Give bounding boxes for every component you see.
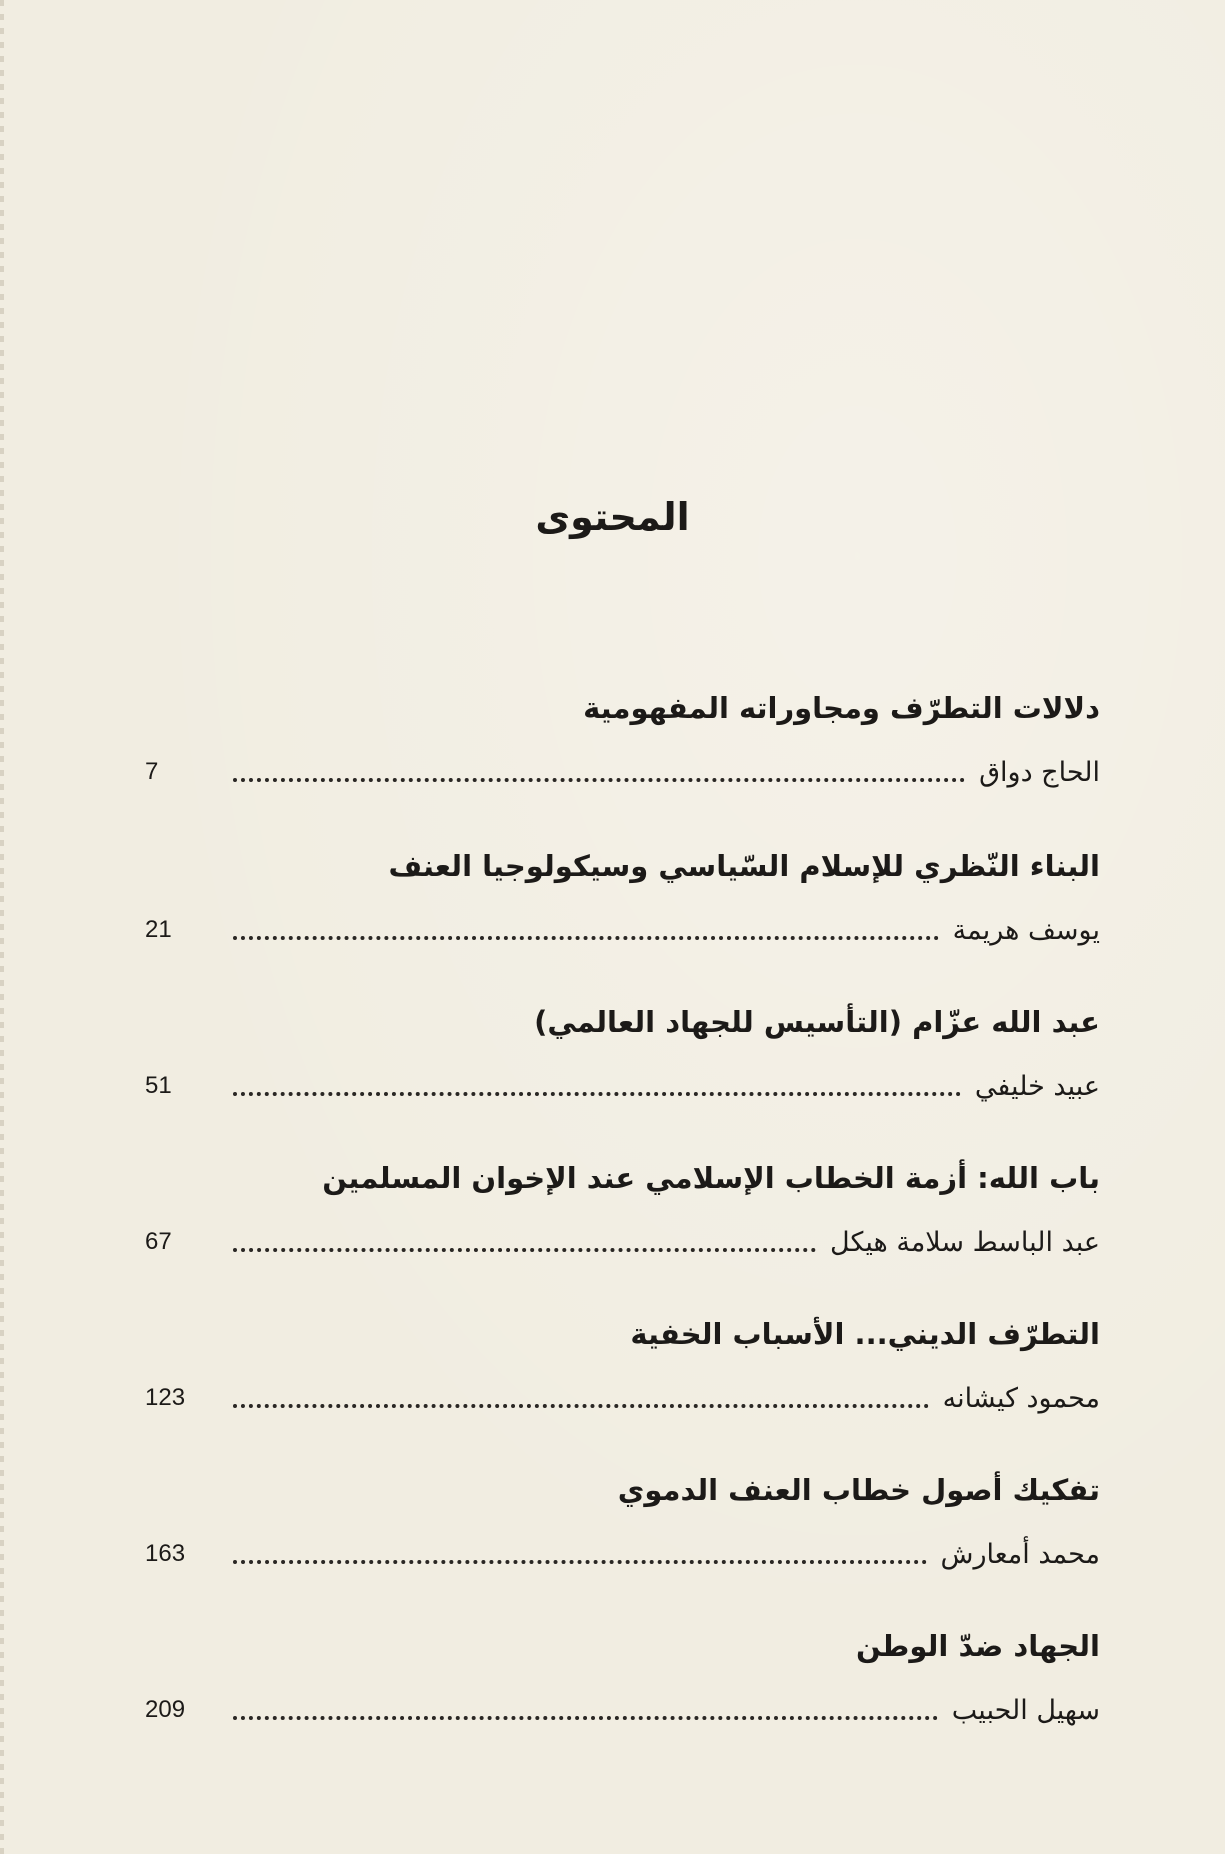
toc-entry	[135, 844, 1100, 950]
entry-line	[135, 752, 1100, 792]
entry-line	[135, 1222, 1100, 1262]
dot-leader	[233, 1244, 816, 1252]
chapter-author: محمود كيشانه	[942, 1382, 1100, 1414]
entry-line	[135, 1690, 1100, 1730]
dot-leader	[233, 1088, 961, 1096]
toc-entry	[135, 686, 1100, 792]
chapter-title: الجهاد ضدّ الوطن	[855, 1629, 1100, 1663]
entry-line	[135, 1066, 1100, 1106]
chapter-author: محمد أمعارش	[940, 1538, 1100, 1570]
chapter-author: يوسف هريمة	[952, 914, 1100, 946]
page-number: 67	[145, 1228, 172, 1255]
chapter-title: دلالات التطرّف ومجاوراته المفهومية	[583, 691, 1100, 725]
dot-leader	[233, 1556, 927, 1564]
chapter-author: عبيد خليفي	[974, 1070, 1100, 1102]
toc-entry	[135, 1468, 1100, 1574]
toc-entry	[135, 1624, 1100, 1730]
chapter-title: تفكيك أصول خطاب العنف الدموي	[617, 1473, 1100, 1507]
chapter-author: سهيل الحبيب	[951, 1694, 1100, 1726]
entry-line	[135, 1534, 1100, 1574]
page-number: 163	[145, 1540, 186, 1567]
page-number: 7	[145, 758, 159, 785]
chapter-title: البناء النّظري للإسلام السّياسي وسيكولوجيا العنف	[388, 849, 1100, 883]
toc-entry	[135, 1156, 1100, 1262]
dot-leader	[233, 1400, 929, 1408]
chapter-title: عبد الله عزّام (التأسيس للجهاد العالمي)	[534, 1005, 1100, 1039]
page-number: 123	[145, 1384, 186, 1411]
page-number: 209	[145, 1696, 186, 1723]
toc-entry	[135, 1000, 1100, 1106]
chapter-title: باب الله: أزمة الخطاب الإسلامي عند الإخوان المسلمين	[322, 1161, 1100, 1195]
entry-line	[135, 910, 1100, 950]
dot-leader	[233, 932, 939, 940]
dot-leader	[233, 774, 965, 782]
chapter-author: عبد الباسط سلامة هيكل	[830, 1226, 1100, 1258]
page-title: المحتوى	[535, 495, 690, 539]
page-number: 51	[145, 1072, 172, 1099]
page-number: 21	[145, 916, 172, 943]
entry-line	[135, 1378, 1100, 1418]
toc-entry	[135, 1312, 1100, 1418]
dot-leader	[233, 1712, 938, 1720]
chapter-title: التطرّف الديني... الأسباب الخفية	[630, 1317, 1100, 1351]
page-edge	[0, 0, 4, 1854]
chapter-author: الحاج دواق	[979, 756, 1100, 788]
